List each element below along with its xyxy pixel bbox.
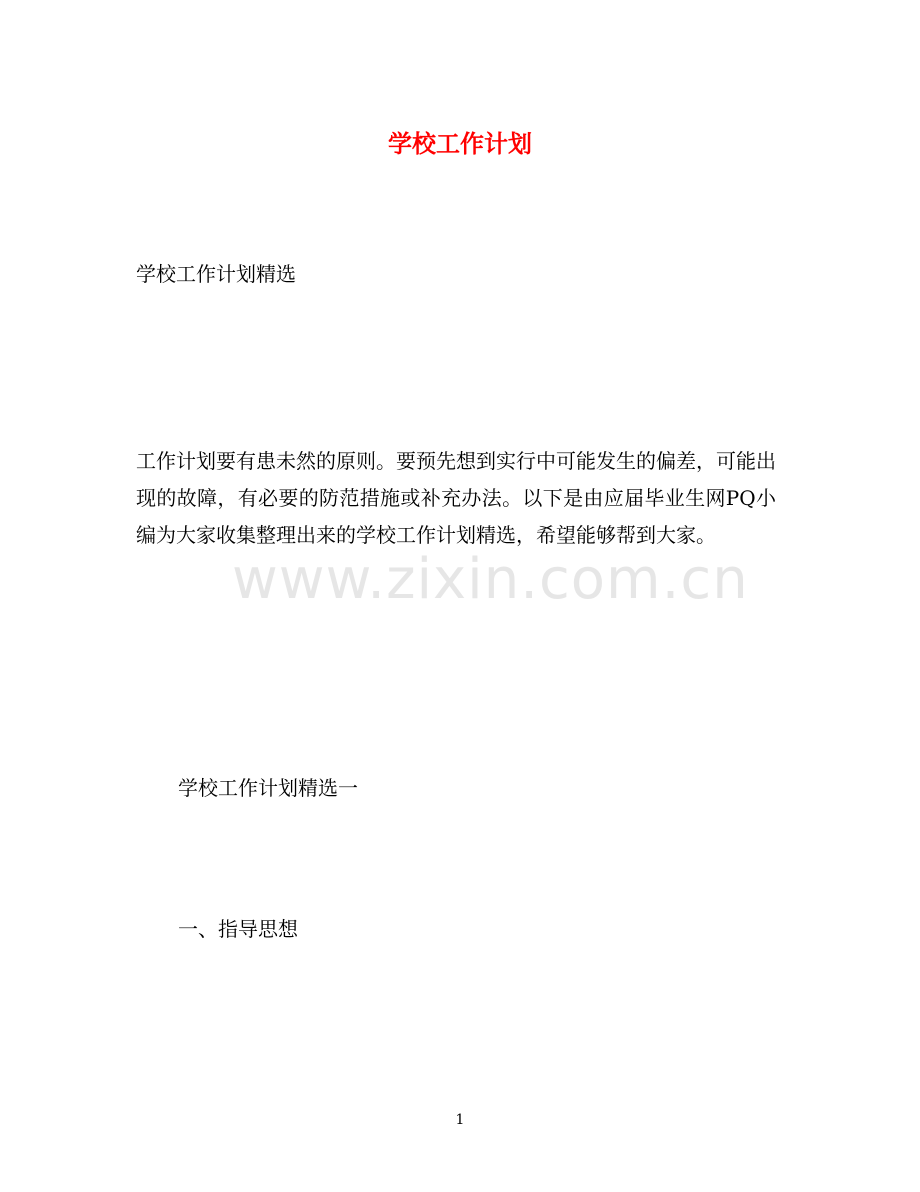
page-number: 1 — [455, 1112, 465, 1128]
document-subtitle: 学校工作计划精选 — [136, 262, 296, 286]
document-title: 学校工作计划 — [388, 129, 532, 158]
section-heading-guiding-ideology: 一、指导思想 — [178, 917, 298, 941]
section-title: 学校工作计划精选一 — [178, 776, 358, 800]
watermark: www.zixin.com.cn — [232, 547, 749, 612]
intro-paragraph: 工作计划要有患未然的原则。要预先想到实行中可能发生的偏差，可能出现的故障，有必要的防范措施或补充办法。以下是由应届毕业生网PQ小编为大家收集整理出来的学校工作计划精选，希望能够帮到大家。 — [136, 449, 776, 547]
